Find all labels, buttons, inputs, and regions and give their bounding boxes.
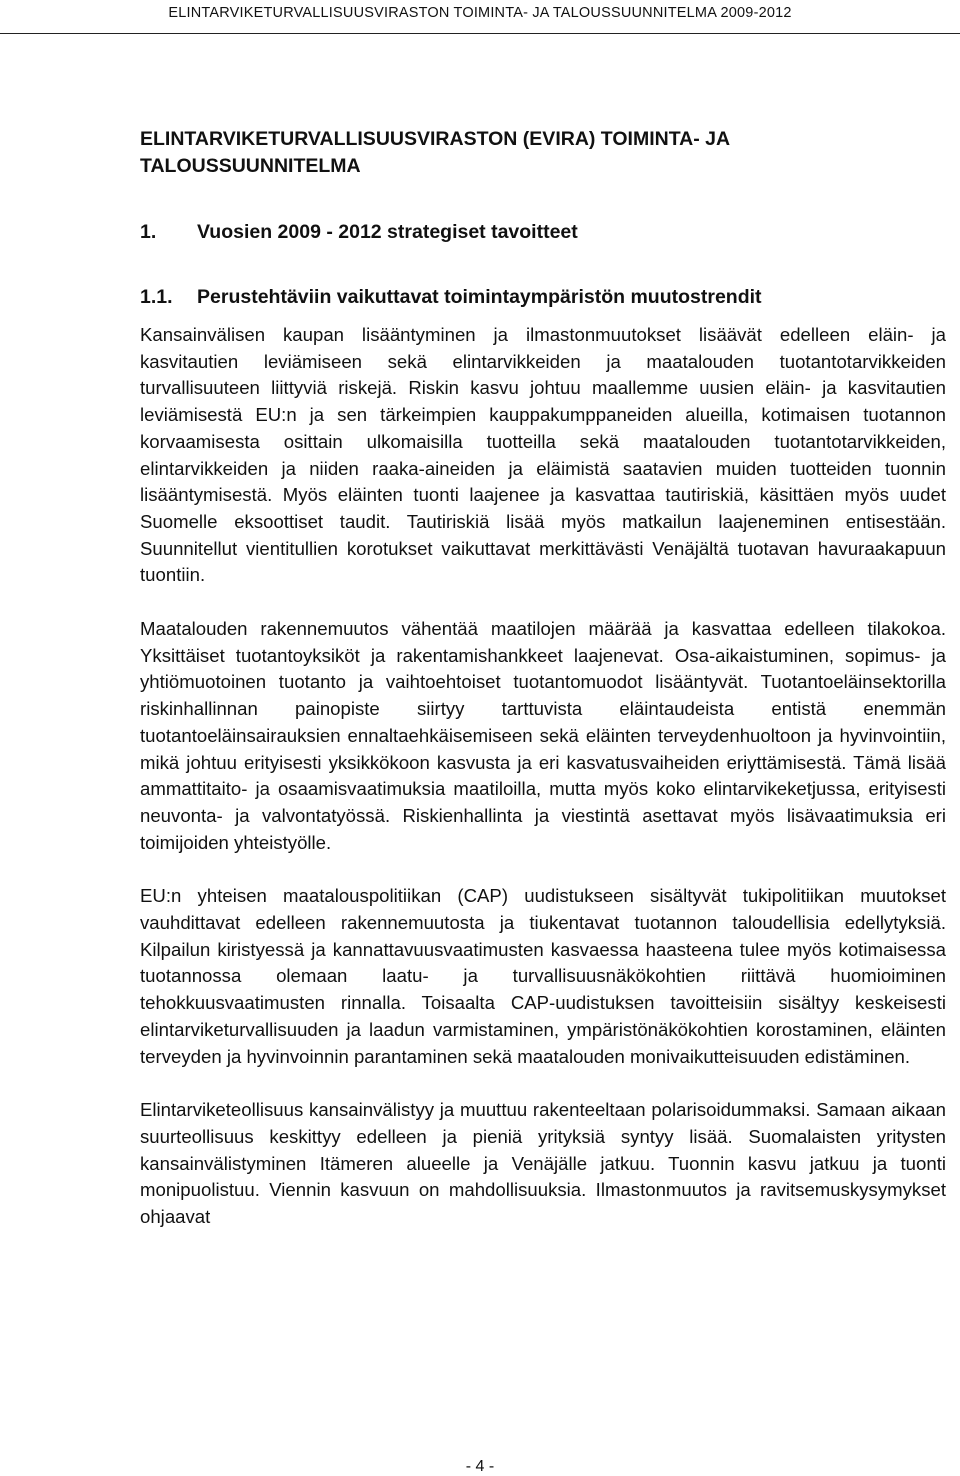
paragraph-cap-reform: EU:n yhteisen maatalouspolitiikan (CAP) uudistukseen sisältyvät tukipolitiikan muutokset vauhdittavat edelleen rakennemuutosta ja tiukentavat tuotannon taloudellisia edellytyksiä. Kilpailun kiristyessä ja kannattavuusvaatimusten kasvaessa haasteena tulee myös kotimaisessa tuotannossa olemaan laatu- ja turvallisuusnäkökohtien riittävä huomioiminen tehokkuusvaatimusten rinnalla. Toisaalta CAP-uudistuksen tavoitteisiin sisältyy keskeisesti elintarviketurvallisuuden ja laadun varmistaminen, ympäristönäkökohtien korostaminen, eläinten terveyden ja hyvinvoinnin parantaminen sekä maatalouden monivaikutteisuuden edistäminen. bbox=[140, 885, 946, 1067]
section-number: 1. bbox=[140, 221, 157, 243]
paragraph-food-industry: Elintarviketeollisuus kansainvälistyy ja muuttuu rakenteeltaan polarisoidummaksi. Samaan aikaan suurteollisuus keskittyy edelleen ja pieniä yrityksiä syntyy lisää. Suomalaisten yritysten kansainvälistyminen Itämeren alueelle ja Venäjälle jatkuu. Tuonnin kasvu jatkuu ja tuonti monipuolistuu. Viennin kasvuun on mahdollisuuksia. Ilmastonmuutos ja ravitsemuskysymykset ohjaavat bbox=[140, 1099, 946, 1228]
section-title: Vuosien 2009 - 2012 strategiset tavoitteet bbox=[197, 221, 578, 243]
page-number: - 4 - bbox=[465, 1458, 495, 1475]
document-body bbox=[140, 126, 946, 1231]
running-header bbox=[0, 0, 960, 34]
subsection-title: Perustehtäviin vaikuttavat toimintaympäristön muutostrendit bbox=[197, 286, 762, 308]
section-heading bbox=[140, 219, 946, 246]
document-title: ELINTARVIKETURVALLISUUSVIRASTON (EVIRA) TOIMINTA- JA TALOUSSUUNNITELMA bbox=[140, 128, 730, 177]
subsection-number: 1.1. bbox=[140, 286, 173, 308]
paragraph-agriculture-structure: Maatalouden rakennemuutos vähentää maatilojen määrää ja kasvattaa edelleen tilakokoa. Yksittäiset tuotantoyksiköt ja rakentamishankkeet laajenevat. Osa-aikaistuminen, sopimus- ja yhtiömuotoinen tuotanto ja vaihtoehtoiset tuotantomuodot lisääntyvät. Tuotantoeläinsektorilla riskinhallinnan painopiste siirtyy tarttuvista eläintaudeista entistä enemmän tuotantoeläinsairauksien ennaltaehkäisemiseen sekä eläinten terveydenhuoltoon ja hyvinvointiin, mikä johtuu erityisesti yksikkökoon kasvusta ja eri kasvatusvaiheiden eriyttämisestä. Tämä lisää ammattitaito- ja osaamisvaatimuksia maatiloilla, mutta myös koko elintarvikeketjussa, erityisesti neuvonta- ja valvontatyössä. Riskienhallinta ja viestintä asettavat myös lisävaatimuksia eri toimijoiden yhteistyölle. bbox=[140, 618, 946, 853]
paragraph-trade-climate: Kansainvälisen kaupan lisääntyminen ja ilmastonmuutokset lisäävät edelleen eläin- ja kasvitautien leviämiseen sekä elintarvikkeiden ja maatalouden tuotantotarvikkeiden turvallisuuteen liittyviä riskejä. Riskin kasvu johtuu maallemme uusien eläin- ja kasvitautien leviämisestä EU:n ja sen tärkeimpien kauppakumppaneiden alueilla, kotimaisen tuotannon korvaamisesta osittain ulkomaisilla tuotteilla sekä maatalouden tuotantotarvikkeiden, elintarvikkeiden ja niiden raaka-aineiden ja eläimistä saatavien muiden tuotteiden tuonnin lisääntymisestä. Myös eläinten tuonti laajenee ja kasvattaa tautiriskiä, käsittäen myös uudet Suomelle eksoottiset taudit. Tautiriskiä lisää myös matkailun laajeneminen entisestään. Suunnitellut vientitullien korotukset vaikuttavat merkittävästi Venäjältä tuotavan havuraakapuun tuontiin. bbox=[140, 324, 946, 586]
subsection-heading bbox=[140, 284, 946, 311]
running-header-text: ELINTARVIKETURVALLISUUSVIRASTON TOIMINTA- JA TALOUSSUUNNITELMA 2009-2012 bbox=[168, 5, 792, 21]
